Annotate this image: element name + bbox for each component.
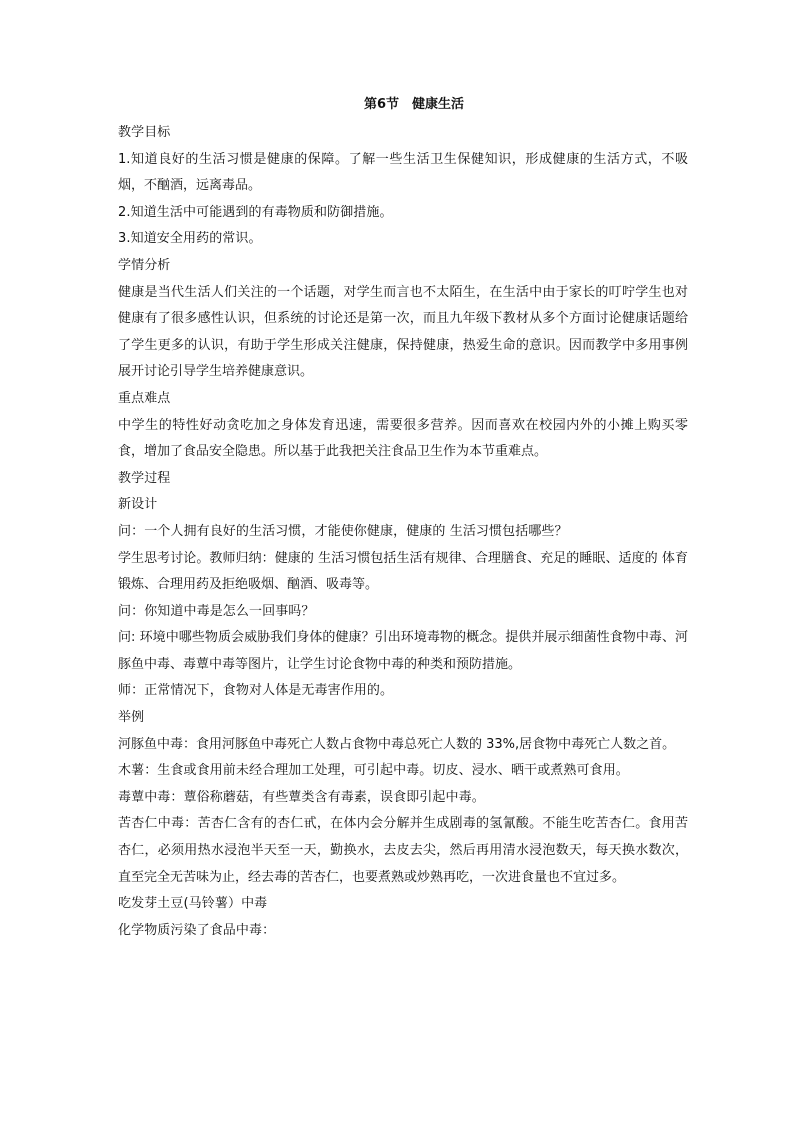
paragraph: 学生思考讨论。教师归纳：健康的 生活习惯包括生活有规律、合理膳食、充足的睡眠、适度的 体育锻炼、合理用药及拒绝吸烟、酗酒、吸毒等。 xyxy=(118,550,688,593)
paragraph: 问: 环境中哪些物质会威胁我们身体的健康？引出环境毒物的概念。提供并展示细菌性食物中毒、河豚鱼中毒、毒蕈中毒等图片，让学生讨论食物中毒的种类和预防措施。 xyxy=(118,630,688,672)
paragraph: 吃发芽土豆(马铃薯）中毒 xyxy=(118,896,268,912)
paragraph: 木薯：生食或食用前未经合理加工处理，可引起中毒。切皮、浸水、晒干或煮熟可食用。 xyxy=(118,763,629,779)
paragraph: 健康是当代生活人们关注的一个话题，对学生而言也不太陌生，在生活中由于家长的叮咛学生也对健康有了很多感性认识，但系统的讨论还是第一次，而且九年级下教材从多个方面讨论健康话题给了学生更多的认识，有助于学生形成关注健康，保持健康，热爱生命的意识。因而教学中多用事例展开讨论引导学生培养健康意识。 xyxy=(118,284,688,380)
paragraph: 问：你知道中毒是怎么一回事吗？ xyxy=(118,603,315,619)
paragraph: 问：一个人拥有良好的生活习惯，才能使你健康，健康的 生活习惯包括哪些？ xyxy=(118,523,568,539)
paragraph: 1.知道良好的生活习惯是健康的保障。了解一些生活卫生保健知识，形成健康的生活方式，不吸烟，不酗酒，远离毒品。 xyxy=(118,151,688,194)
list-item: 2.知道生活中可能遇到的有毒物质和防御措施。 xyxy=(118,204,393,220)
page-title: 第6节 健康生活 xyxy=(363,97,465,112)
section-heading: 重点难点 xyxy=(118,390,171,406)
section-heading: 教学过程 xyxy=(118,470,171,486)
paragraph: 师：正常情况下，食物对人体是无毒害作用的。 xyxy=(118,683,394,699)
sub-heading: 新设计 xyxy=(118,497,158,513)
paragraph: 毒蕈中毒：蕈俗称蘑菇，有些蕈类含有毒素，误食即引起中毒。 xyxy=(118,789,485,805)
paragraph: 苦杏仁中毒：苦杏仁含有的杏仁甙，在体内会分解并生成剧毒的氢氰酸。不能生吃苦杏仁。食用苦杏仁，必须用热水浸泡半天至一天，勤换水，去皮去尖，然后再用清水浸泡数天，每天换水数次，直至完全无苦味为止，经去毒的苦杏仁，也要煮熟或炒熟再吃，一次进食量也不宜过多。 xyxy=(118,816,688,885)
list-item: 3.知道安全用药的常识。 xyxy=(118,231,262,247)
document-page xyxy=(118,90,688,944)
section-heading: 举例 xyxy=(118,710,145,726)
section-heading: 学情分析 xyxy=(118,257,171,273)
section-heading: 教学目标 xyxy=(118,125,171,140)
paragraph: 河豚鱼中毒：食用河豚鱼中毒死亡人数占食物中毒总死亡人数的 33%,居食物中毒死亡人数之首。 xyxy=(118,736,676,752)
paragraph: 化学物质污染了食品中毒： xyxy=(118,922,276,938)
paragraph: 中学生的特性好动贪吃加之身体发育迅速，需要很多营养。因而喜欢在校园内外的小摊上购买零食，增加了食品安全隐患。所以基于此我把关注食品卫生作为本节重难点。 xyxy=(118,417,688,460)
